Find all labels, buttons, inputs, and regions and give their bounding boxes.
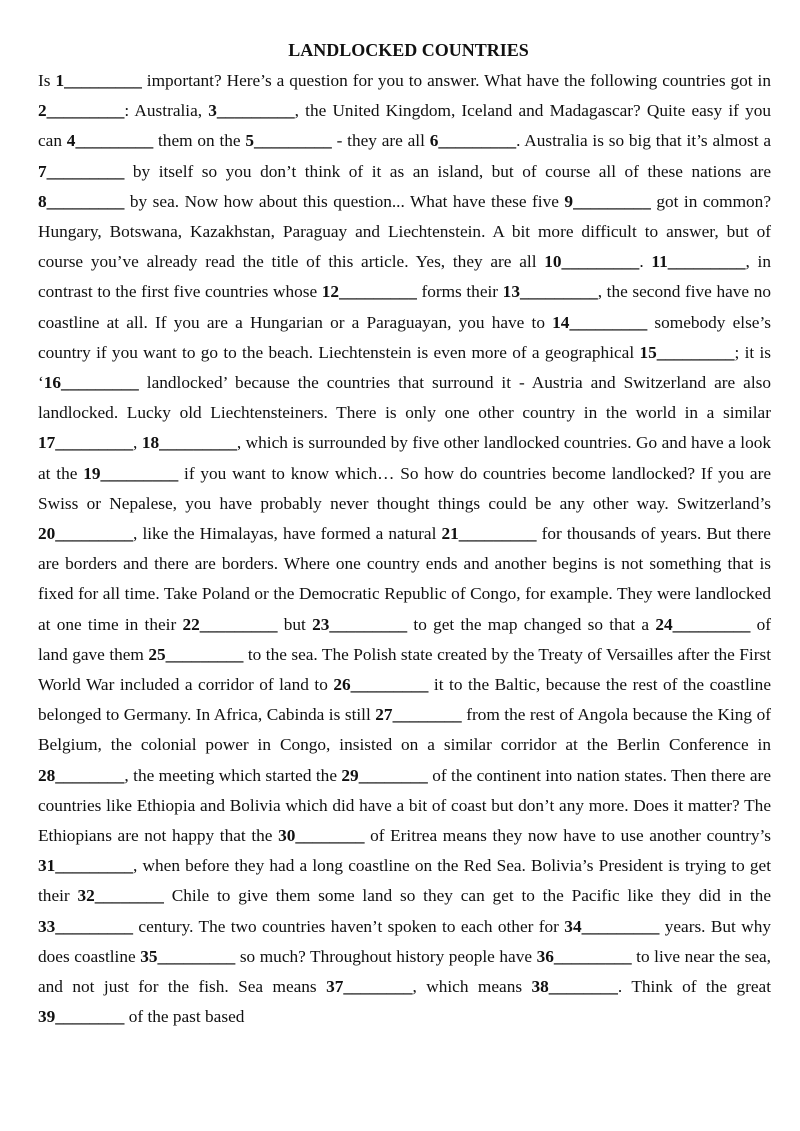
blank-31[interactable]: 31_________ — [38, 856, 134, 876]
passage-fragment: for thousands of years. But there are borders and there are borders. Where one country ends and another begins is not something that is fixed for all time. Take Poland or the Democratic Republic of Congo, for example. They were landlocked at one time in their — [38, 524, 771, 634]
passage-fragment: to get the map changed so that a — [407, 614, 656, 634]
blank-10[interactable]: 10_________ — [544, 252, 640, 272]
passage-fragment: if you want to know which… So how do countries become landlocked? If you are Swiss or Nepalese, you have probably never thought things could be any other way. Switzerland’s — [38, 463, 771, 513]
passage-fragment: important? Here’s a question for you to answer. What have the following countries got in — [141, 71, 771, 90]
blank-28[interactable]: 28________ — [38, 765, 125, 785]
passage-text — [38, 66, 771, 1033]
passage-fragment: from the rest of Angola because the King of Belgium, the colonial power in Congo, insisted on a similar corridor at the Berlin Conference in — [38, 705, 771, 755]
passage-fragment: . Think of the great — [617, 977, 771, 997]
blank-16[interactable]: 16_________ — [43, 373, 139, 393]
passage-fragment: ; it is ‘ — [38, 342, 771, 393]
passage-fragment: , — [133, 433, 142, 453]
blank-11[interactable]: 11_________ — [651, 252, 746, 272]
passage-fragment: but — [277, 614, 313, 634]
blank-25[interactable]: 25_________ — [148, 644, 244, 664]
blank-8[interactable]: 8_________ — [38, 191, 125, 211]
passage-fragment: of the past based — [124, 1007, 245, 1027]
blank-30[interactable]: 30________ — [278, 826, 365, 846]
blank-35[interactable]: 35_________ — [140, 946, 236, 966]
blank-39[interactable]: 39________ — [38, 1007, 125, 1027]
passage-fragment: of the continent into nation states. Then there are countries like Ethiopia and Bolivia which did have a bit of coast but don’t any more. Does it matter? The Ethiopians are not happy that the — [38, 765, 771, 846]
passage-fragment: - they are all — [331, 131, 430, 151]
blank-5[interactable]: 5_________ — [245, 131, 332, 151]
passage-fragment: century. The two countries haven’t spoken to each other for — [133, 916, 565, 936]
blank-22[interactable]: 22_________ — [182, 614, 278, 634]
blank-3[interactable]: 3_________ — [208, 101, 295, 121]
blank-18[interactable]: 18_________ — [141, 433, 237, 453]
blank-33[interactable]: 33_________ — [38, 916, 134, 936]
blank-32[interactable]: 32________ — [77, 886, 164, 906]
passage-fragment: years. But why does coastline — [38, 916, 771, 966]
passage-fragment: of land gave them — [38, 614, 771, 664]
blank-17[interactable]: 17_________ — [38, 433, 134, 453]
blank-12[interactable]: 12_________ — [321, 282, 417, 302]
blank-9[interactable]: 9_________ — [564, 191, 651, 211]
blank-38[interactable]: 38________ — [531, 977, 618, 997]
passage-fragment: somebody else’s country if you want to go to the beach. Liechtenstein is even more of a geographical — [38, 312, 771, 362]
blank-29[interactable]: 29________ — [341, 765, 428, 785]
blank-15[interactable]: 15_________ — [639, 342, 735, 362]
passage-fragment: , which is surrounded by five other landlocked countries. Go and have a look at the — [38, 433, 772, 483]
passage-fragment: forms their — [416, 282, 503, 302]
passage-fragment: , when before they had a long coastline on the Red Sea. Bolivia’s President is trying to get their — [38, 856, 771, 906]
passage-fragment: landlocked’ because the countries that surround it - Austria and Switzerland are also landlocked. Lucky old Liechtensteiners. There is only one other country in the world in a similar — [38, 373, 771, 423]
blank-4[interactable]: 4_________ — [66, 131, 154, 151]
blank-19[interactable]: 19_________ — [83, 463, 179, 483]
passage-fragment: it to the Baltic, because the rest of the coastline belonged to Germany. In Africa, Cabinda is still — [38, 675, 771, 725]
passage-fragment: . Australia is so big that it’s almost a — [516, 131, 772, 151]
passage-fragment: , the second five have no coastline at all. If you are a Hungarian or a Paraguayan, you have to — [38, 282, 771, 332]
passage-fragment: , which means — [412, 977, 532, 997]
blank-26[interactable]: 26_________ — [333, 675, 429, 695]
blank-37[interactable]: 37________ — [326, 977, 413, 997]
passage-fragment: got in common? Hungary, Botswana, Kazakhstan, Paraguay and Liechtenstein. A bit more difficult to answer, but of course you’ve already read the title of this article. Yes, they are all — [38, 191, 771, 272]
blank-24[interactable]: 24_________ — [655, 614, 751, 634]
page-title: LANDLOCKED COUNTRIES — [288, 40, 529, 60]
blank-20[interactable]: 20_________ — [38, 524, 134, 544]
passage-fragment: , like the Himalayas, have formed a natural — [133, 524, 442, 544]
passage-fragment: , the United Kingdom, Iceland and Madagascar? Quite easy if you can — [38, 101, 771, 151]
blank-2[interactable]: 2_________ — [38, 101, 125, 121]
passage-fragment: to the sea. The Polish state created by the Treaty of Versailles after the First World War included a corridor of land to — [38, 644, 771, 695]
passage-fragment: Is — [38, 71, 56, 90]
passage-fragment: Chile to give them some land so they can get to the Pacific like they did in the — [163, 886, 771, 906]
worksheet-page — [38, 37, 771, 1033]
passage-fragment: , in contrast to the first five countries whose — [38, 252, 772, 302]
blank-1[interactable]: 1_________ — [55, 71, 142, 90]
passage-fragment: , the meeting which started the — [124, 765, 342, 785]
blank-6[interactable]: 6_________ — [429, 131, 517, 151]
passage-fragment: by sea. Now how about this question... What have these five — [124, 191, 565, 211]
passage-fragment: of Eritrea means they now have to use another country’s — [364, 826, 771, 846]
blank-21[interactable]: 21_________ — [441, 524, 537, 544]
blank-7[interactable]: 7_________ — [38, 161, 125, 181]
passage-fragment: by itself so you don’t think of it as an island, but of course all of these nations are — [124, 161, 771, 181]
blank-36[interactable]: 36_________ — [536, 946, 632, 966]
passage-fragment: . — [639, 252, 652, 272]
passage-fragment: : Australia, — [124, 101, 209, 121]
blank-14[interactable]: 14_________ — [552, 312, 648, 332]
blank-34[interactable]: 34_________ — [564, 916, 660, 936]
blank-13[interactable]: 13_________ — [502, 282, 598, 302]
blank-27[interactable]: 27________ — [375, 705, 462, 725]
blank-23[interactable]: 23_________ — [312, 614, 408, 634]
passage-fragment: so much? Throughout history people have — [235, 946, 537, 966]
passage-fragment: to live near the sea, and not just for the fish. Sea means — [38, 946, 771, 997]
passage-fragment: them on the — [153, 131, 246, 151]
